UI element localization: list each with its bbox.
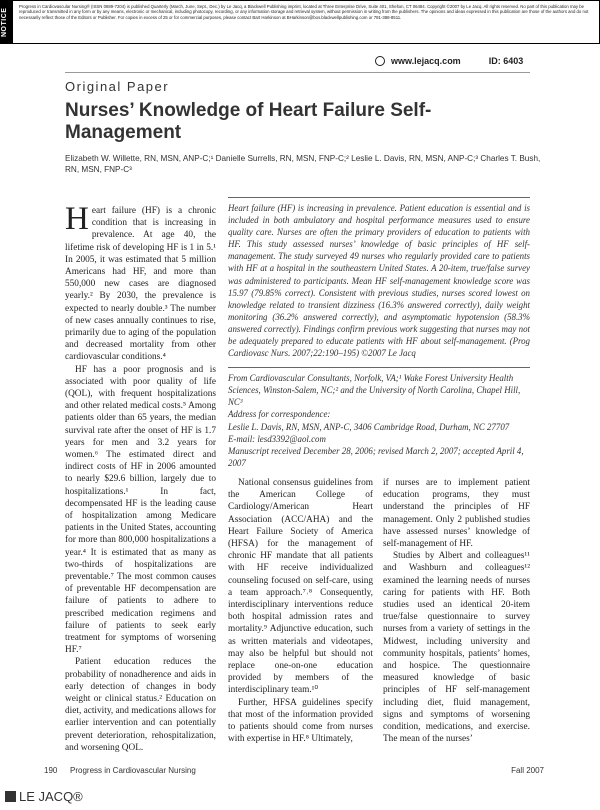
drop-cap: H [65, 200, 89, 237]
journal-name: Progress in Cardiovascular Nursing [70, 766, 196, 776]
address-label: Address for correspondence: [228, 409, 331, 420]
abstract: Heart failure (HF) is increasing in prevalence. Patient education is essential and is included in both ambulatory and hospital performance measures used to ensure quality care. Nurses are often the primary providers of education to patients with HF. This study assessed nurses’ knowledge of basic principles of HF self-management. The study surveyed 49 nurses who regularly provided care to patients with HF at a hospital in the southeastern United States. A 20-item, true/false survey was administered to participants. Mean HF self-management knowledge score was 15.97 (79.85% correct). Consistent with previous studies, nurses scored lowest on knowledge related to transient dizziness (16.3% answered correctly), daily weight monitoring (36.2% answered correctly), and asymptomatic hypotension (58.3% answered correctly). Findings confirm previous work suggesting that nurses may not be adequately prepared to educate patients with HF about self-management. (Prog Cardiovasc Nurs. 2007;22:190–195) ©2007 Le Jacq [228, 202, 530, 359]
publisher-name: LE JACQ® [19, 789, 83, 805]
body-columns [228, 477, 530, 745]
paragraph: eart failure (HF) is a chronic condition that is increasing in prevalence. At age 40, the lifetime risk of developing HF is 1 in 5.¹ In 2005, it was estimated that 5 million Americans had HF, and more than 550,000 new cases are diagnosed yearly.² By 2030, the prevalence is expected to nearly double.³ The number of new cases annually continues to rise, primarily due to aging of the population and decreased mortality from other cardiovascular conditions.⁴ [65, 205, 216, 363]
publisher-logo-icon [5, 791, 16, 802]
abstract-top-rule [228, 197, 530, 198]
email[interactable]: E-mail: lesd3392@aol.com [228, 433, 326, 444]
body-column-2 [228, 477, 373, 745]
publisher-logo [5, 789, 600, 804]
authors: Elizabeth W. Willette, RN, MSN, ANP-C;¹ Danielle Surrells, RN, MSN, FNP-C;² Leslie L. Davis, RN, MSN, ANP-C;³ Charles T. Bush, RN, MSN, FNP-C³ [65, 153, 541, 174]
notice-tag: NOTICE [1, 1, 13, 43]
journal-header [375, 54, 600, 68]
article-id: ID: 6403 [488, 56, 524, 66]
copyright-notice [0, 0, 600, 44]
notice-text: Progress in Cardiovascular Nursing® (ISSN 0889-7204) is published Quarterly (March, June, Sept., Dec.) by Le Jacq, a Blackwell Publishing imprint, located at Three Enterprise Drive, Suite 401, Shelton, CT 06484. Copyright ©2007 by Le Jacq. All rights reserved. No part of this publication may be reproduced or transmitted in any form or by any means, electronic or mechanical, including photocopy, recording, or any information storage and retrieval system, without permission in writing from the publishers. The opinions and ideas expressed in this publication are those of the authors and do not necessarily reflect those of the Editors or Publisher. For copies in excess of 25 or for commercial purposes, please contact Bart Harkinson at BHarkinson@bos.blackwellpublishing.com or 781-388-8511. [19, 4, 589, 20]
paragraph: Studies by Albert and colleagues¹¹ and Washburn and colleagues¹² examined the learning needs of nurses caring for patients with HF. Both studies used an identical 20-item true/false questionnaire to survey nurses from a variety of settings in the Midwest, including university and community hospitals, patients’ homes, and hospice. The questionnaire measured knowledge of basic principles of HF self-management including diet, fluid management, signs and symptoms of worsening condition, medications, and exercise. The mean of the nurses’ [383, 551, 530, 745]
right-section [228, 197, 530, 745]
paragraph: if nurses are to implement patient education programs, they must understand the principles of HF management. Only 2 published studies have assessed nurses’ knowledge of self-management of HF. [383, 477, 530, 549]
affiliation-block [228, 372, 530, 469]
article-title: Nurses’ Knowledge of Heart Failure Self-Management [65, 100, 432, 144]
website-link[interactable]: www.lejacq.com [391, 56, 461, 66]
issue-date: Fall 2007 [511, 766, 544, 776]
paragraph: HF has a poor prognosis and is associated with poor quality of life (QOL), with frequent hospitalizations and other related medical costs.⁵ Among patients older than 65 years, the median survival rate after the onset of HF is 1.7 years for men and 3.2 years for women.⁶ The estimated direct and indirect costs of HF in 2006 amounted to nearly $29.6 billion, largely due to hospitalizations.¹ In fact, decompensated HF is the leading cause of hospitalization among Medicare patients in the United States, accounting for more than 800,000 hospitalizations a year.⁴ It is estimated that as many as two-thirds of hospitalizations are preventable.⁷ The most common causes of preventable HF decompensation are failure of patients to adhere to prescribed medication regimens and failure of patients to seek early treatment for symptoms of worsening HF.⁷ [65, 364, 216, 656]
article-body [65, 197, 600, 754]
body-column-1 [65, 197, 216, 754]
address: Leslie L. Davis, RN, MSN, ANP-C, 3406 Cambridge Road, Durham, NC 27707 [228, 421, 510, 432]
page-footer [44, 766, 544, 775]
paragraph: Further, HFSA guidelines specify that most of the information provided to patients should come from nurses with expertise in HF.⁸ Ultimately, [228, 697, 373, 745]
paragraph: National consensus guidelines from the American College of Cardiology/American Heart Association (ACC/AHA) and the Heart Failure Society of America (HFSA) for the management of chronic HF mandate that all patients with HF receive individualized counseling focused on self-care, using a team approach.⁷˒⁸ Consequently, interdisciplinary interventions reduce both hospital admission rates and mortality.⁹ Adjunctive education, such as written materials and videotapes, may also be helpful but should not replace one-on-one education provided by members of the interdisciplinary team.¹⁰ [228, 477, 373, 696]
header-rule [65, 72, 530, 73]
paragraph: Patient education reduces the probability of nonadherence and aids in early detection of changes in body weight or clinical status.² Education on diet, activity, and medications allows for earlier intervention and can potentially prevent deterioration, rehospitalization, and worsening QOL. [65, 657, 216, 753]
body-column-3 [383, 477, 530, 745]
article-type: Original Paper [65, 79, 170, 94]
manuscript-dates: Manuscript received December 28, 2006; revised March 2, 2007; accepted April 4, 2007 [228, 445, 524, 468]
affiliations: From Cardiovascular Consultants, Norfolk, VA;¹ Wake Forest University Health Sciences, Winston-Salem, NC;² and the University of North Carolina, Chapel Hill, NC³ [228, 373, 521, 408]
abstract-bottom-rule [228, 367, 530, 368]
web-cursor-icon [375, 56, 385, 66]
page-number: 190 [44, 766, 58, 776]
